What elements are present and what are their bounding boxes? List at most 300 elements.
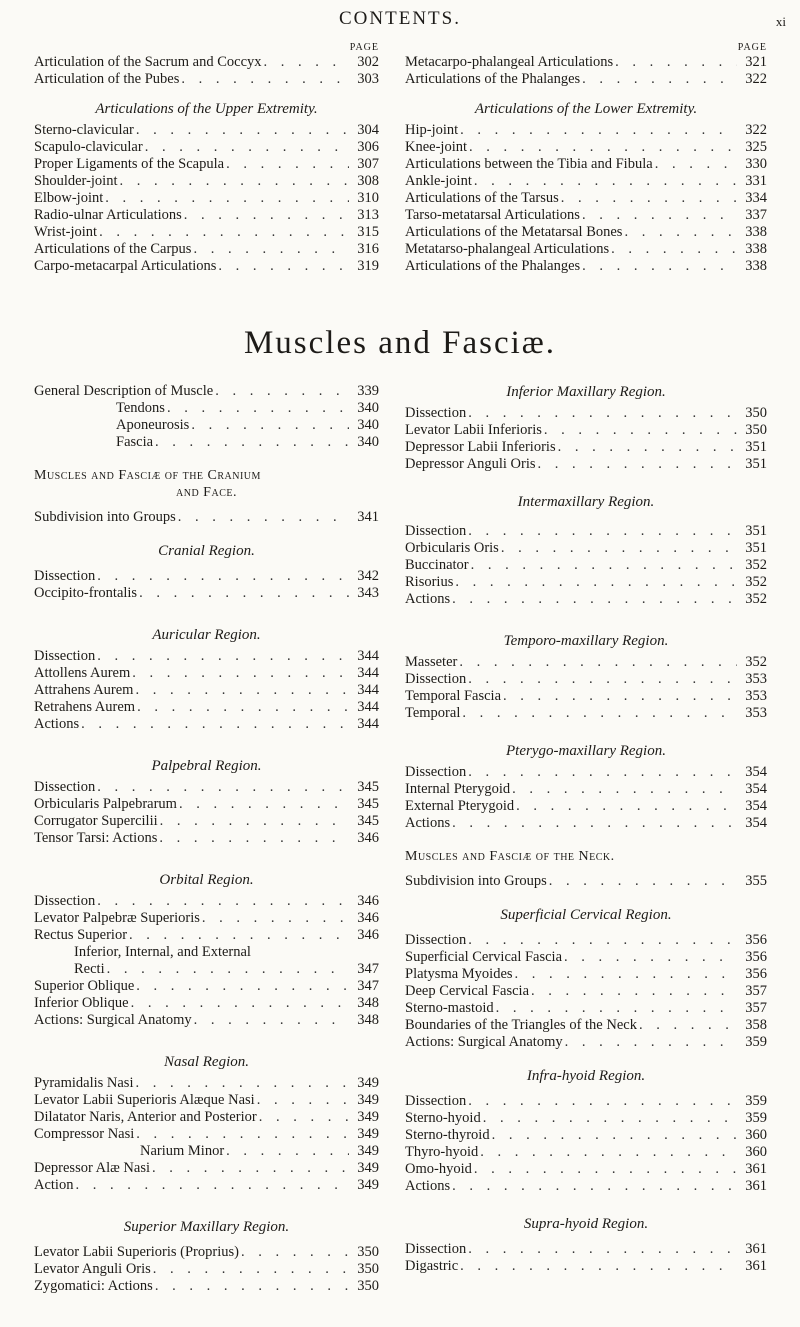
entry-title: Superior Oblique — [34, 978, 135, 994]
dot-leader — [466, 1241, 737, 1258]
toc-entry — [405, 557, 767, 574]
toc-entry — [405, 540, 767, 557]
dot-leader — [165, 400, 349, 417]
toc-entry — [34, 779, 379, 796]
toc-entry — [405, 122, 767, 139]
entry-title: Aponeurosis — [116, 417, 190, 433]
toc-entry — [405, 1110, 767, 1127]
toc-entry — [405, 671, 767, 688]
page-ref: 352 — [745, 654, 767, 670]
entry-title: Depressor Anguli Oris — [405, 456, 536, 472]
entry-title: Hip-joint — [405, 122, 459, 138]
toc-entry — [34, 1109, 379, 1126]
dot-leader — [143, 139, 349, 156]
toc-entry — [34, 648, 379, 665]
toc-entry — [405, 966, 767, 983]
toc-entry — [34, 699, 379, 716]
dot-leader — [95, 779, 349, 796]
entry-title: Wrist-joint — [34, 224, 98, 240]
dot-leader — [117, 173, 349, 190]
dot-leader — [79, 716, 349, 733]
page-ref: 346 — [357, 893, 379, 909]
dot-leader — [457, 654, 737, 671]
dot-leader — [580, 207, 737, 224]
entry-title: Pyramidalis Nasi — [34, 1075, 134, 1091]
toc-entry — [34, 665, 379, 682]
toc-entry — [34, 1075, 379, 1092]
toc-entry — [34, 122, 379, 139]
page-ref: 359 — [745, 1093, 767, 1109]
page-ref: 352 — [745, 557, 767, 573]
entry-title: Risorius — [405, 574, 454, 590]
dot-leader — [95, 648, 349, 665]
page-ref: 337 — [745, 207, 767, 223]
toc-entry — [34, 190, 379, 207]
entry-title: Actions — [405, 815, 451, 831]
region-title: Pterygo-maxillary Region. — [506, 743, 666, 759]
entry-title: Attrahens Aurem — [34, 682, 134, 698]
dot-leader — [478, 1144, 737, 1161]
page-ref: 361 — [745, 1178, 767, 1194]
page-ref: 346 — [357, 830, 379, 846]
entry-title: Articulation of the Sacrum and Coccyx — [34, 54, 262, 70]
page-ref: 346 — [357, 910, 379, 926]
dot-leader — [97, 224, 349, 241]
entry-title: Articulations of the Metatarsal Bones — [405, 224, 623, 240]
page-ref: 322 — [745, 71, 767, 87]
page-ref: 361 — [745, 1241, 767, 1257]
dot-leader — [580, 71, 737, 88]
dot-leader — [257, 1109, 349, 1126]
dot-leader — [255, 1092, 349, 1109]
dot-leader — [481, 1110, 737, 1127]
toc-entry — [34, 1126, 379, 1143]
entry-title: Temporal — [405, 705, 461, 721]
toc-entry — [405, 71, 767, 88]
subheading: Articulations of the Upper Extremity. — [95, 101, 318, 117]
dot-leader — [176, 509, 349, 526]
toc-entry — [405, 654, 767, 671]
entry-title: Attollens Aurem — [34, 665, 131, 681]
dot-leader — [490, 1127, 737, 1144]
entry-title: Dissection — [405, 932, 467, 948]
dot-leader — [563, 1034, 737, 1051]
page-ref: 334 — [745, 190, 767, 206]
toc-entry — [34, 978, 379, 995]
entry-title: Digastric — [405, 1258, 459, 1274]
entry-title: Levator Labii Superioris Alæque Nasi — [34, 1092, 255, 1108]
dot-leader — [542, 422, 737, 439]
region-title: Superior Maxillary Region. — [123, 1219, 290, 1235]
dot-leader — [450, 1178, 737, 1195]
entry-title: Carpo-metacarpal Articulations — [34, 258, 217, 274]
page-ref: 345 — [357, 796, 379, 812]
page-number: xi — [775, 14, 786, 29]
entry-title: Dissection — [405, 1093, 467, 1109]
entry-title: Metatarso-phalangeal Articulations — [405, 241, 610, 257]
dot-leader — [501, 688, 737, 705]
entry-title: Thyro-hyoid — [405, 1144, 479, 1160]
entry-title: Boundaries of the Triangles of the Neck — [405, 1017, 637, 1033]
toc-entry — [34, 1244, 379, 1261]
dot-leader — [510, 781, 737, 798]
page-ref: 340 — [357, 417, 379, 433]
entry-title: Scapulo-clavicular — [34, 139, 143, 155]
entry-title: Platysma Myoides — [405, 966, 513, 982]
page-ref: 348 — [357, 1012, 379, 1028]
entry-title: Levator Labii Superioris (Proprius) — [34, 1244, 239, 1260]
page-ref: 359 — [745, 1110, 767, 1126]
dot-leader — [450, 591, 737, 608]
toc-entry — [34, 173, 379, 190]
toc-entry — [405, 764, 767, 781]
entry-title: Compressor Nasi — [34, 1126, 135, 1142]
region-title: Supra-hyoid Region. — [523, 1216, 649, 1232]
dot-leader — [262, 54, 349, 71]
entry-title: Occipito-frontalis — [34, 585, 138, 601]
page-ref: 349 — [357, 1160, 379, 1176]
page-ref: 330 — [745, 156, 767, 172]
entry-title: Dissection — [34, 779, 96, 795]
subheading: Articulations of the Lower Extremity. — [474, 101, 698, 117]
page-ref: 304 — [357, 122, 379, 138]
page-ref: 360 — [745, 1127, 767, 1143]
dot-leader — [466, 932, 737, 949]
toc-entry — [405, 258, 767, 275]
entry-title: Dilatator Naris, Anterior and Posterior — [34, 1109, 257, 1125]
page-ref: 343 — [357, 585, 379, 601]
toc-entry — [405, 1161, 767, 1178]
toc-entry — [405, 456, 767, 473]
page-ref: 350 — [357, 1261, 379, 1277]
page-ref: 308 — [357, 173, 379, 189]
dot-leader — [580, 258, 737, 275]
page-ref: 319 — [357, 258, 379, 274]
dot-leader — [134, 122, 349, 139]
entry-title: Orbicularis Palpebrarum — [34, 796, 177, 812]
dot-leader — [609, 241, 737, 258]
dot-leader — [95, 568, 349, 585]
page-ref: 351 — [745, 540, 767, 556]
lower-left-column — [34, 383, 379, 1295]
page-ref: 349 — [357, 1126, 379, 1142]
dot-leader — [466, 1093, 737, 1110]
entry-title: Dissection — [34, 893, 96, 909]
page-ref: 349 — [357, 1092, 379, 1108]
page-ref: 307 — [357, 156, 379, 172]
page-ref: 353 — [745, 671, 767, 687]
toc-entry — [34, 1092, 379, 1109]
toc-entry — [405, 873, 767, 890]
entry-title: Zygomatici: Actions — [34, 1278, 153, 1294]
page-ref: 322 — [745, 122, 767, 138]
entry-title: Superficial Cervical Fascia — [405, 949, 563, 965]
entry-title: Fascia — [116, 434, 154, 450]
region-title: Infra-hyoid Region. — [526, 1068, 646, 1084]
entry-title: Dissection — [34, 568, 96, 584]
page-ref: 340 — [357, 400, 379, 416]
page-ref: 340 — [357, 434, 379, 450]
entry-title: Actions — [34, 716, 80, 732]
toc-entry — [405, 688, 767, 705]
dot-leader — [213, 383, 349, 400]
dot-leader — [559, 190, 737, 207]
page-ref: 354 — [745, 764, 767, 780]
toc-entry — [34, 54, 379, 71]
dot-leader — [466, 764, 737, 781]
toc-entry — [34, 383, 379, 400]
toc-entry — [34, 417, 379, 434]
toc-entry — [405, 1093, 767, 1110]
toc-entry — [34, 1177, 379, 1194]
page-ref: 361 — [745, 1161, 767, 1177]
toc-entry — [405, 139, 767, 156]
region-title: Cranial Region. — [158, 543, 255, 559]
entry-title: Sterno-thyroid — [405, 1127, 490, 1143]
toc-entry — [405, 439, 767, 456]
toc-entry — [34, 258, 379, 275]
toc-entry — [405, 591, 767, 608]
entry-title: Dissection — [34, 648, 96, 664]
region-title: Intermaxillary Region. — [517, 494, 655, 510]
running-head: CONTENTS. — [339, 8, 461, 29]
page-ref: 338 — [745, 241, 767, 257]
toc-entry — [405, 1178, 767, 1195]
dot-leader — [494, 1000, 737, 1017]
dot-leader — [239, 1244, 349, 1261]
page-ref: 325 — [745, 139, 767, 155]
page-ref: 350 — [745, 405, 767, 421]
toc-entry — [34, 796, 379, 813]
dot-leader — [137, 585, 349, 602]
page-ref: 353 — [745, 688, 767, 704]
toc-entry — [405, 523, 767, 540]
toc-entry — [34, 434, 379, 451]
entry-title: Levator Palpebræ Superioris — [34, 910, 200, 926]
page-ref: 344 — [357, 648, 379, 664]
dot-leader — [135, 699, 349, 716]
entry-title: Sterno-mastoid — [405, 1000, 494, 1016]
toc-entry — [34, 830, 379, 847]
entry-title: Dissection — [405, 671, 467, 687]
entry-title: Inferior Oblique — [34, 995, 129, 1011]
region-title: Orbital Region. — [159, 872, 254, 888]
page-ref: 341 — [357, 509, 379, 525]
page-ref: 354 — [745, 798, 767, 814]
dot-leader — [453, 574, 737, 591]
entry-title: Actions: Surgical Anatomy — [405, 1034, 563, 1050]
dot-leader — [103, 190, 349, 207]
toc-entry — [34, 1012, 379, 1029]
dot-leader — [499, 540, 737, 557]
toc-entry: Inferior, Internal, and External — [74, 944, 251, 960]
entry-title: Depressor Alæ Nasi — [34, 1160, 150, 1176]
section-heading: Muscles and Fasciæ of the Cranium — [34, 468, 261, 483]
page-ref: 349 — [357, 1109, 379, 1125]
toc-entry — [34, 682, 379, 699]
page-ref: 344 — [357, 665, 379, 681]
page-ref: 352 — [745, 591, 767, 607]
page-ref: 342 — [357, 568, 379, 584]
toc-entry — [405, 1127, 767, 1144]
toc-entry — [34, 156, 379, 173]
entry-title: Recti — [74, 961, 105, 977]
page-ref: 345 — [357, 813, 379, 829]
dot-leader — [622, 224, 737, 241]
entry-title: Action — [34, 1177, 74, 1193]
entry-title: Rectus Superior — [34, 927, 128, 943]
toc-entry — [405, 705, 767, 722]
toc-entry — [405, 574, 767, 591]
dot-leader — [547, 873, 737, 890]
dot-leader — [613, 54, 737, 71]
toc-entry — [405, 798, 767, 815]
entry-title: Subdivision into Groups — [405, 873, 547, 889]
page-label: PAGE — [349, 42, 379, 53]
page-ref: 306 — [357, 139, 379, 155]
toc-entry — [405, 241, 767, 258]
region-title: Temporo-maxillary Region. — [503, 633, 669, 649]
dot-leader — [458, 1258, 737, 1275]
entry-title: Deep Cervical Fascia — [405, 983, 530, 999]
page-ref: 303 — [357, 71, 379, 87]
page-ref: 356 — [745, 932, 767, 948]
entry-title: Sterno-hyoid — [405, 1110, 481, 1126]
dot-leader — [467, 139, 737, 156]
dot-leader — [182, 207, 349, 224]
toc-entry — [405, 224, 767, 241]
top-right-column — [405, 42, 767, 275]
page-ref: 344 — [357, 699, 379, 715]
page-ref: 347 — [357, 978, 379, 994]
page-ref: 310 — [357, 190, 379, 206]
entry-title: Knee-joint — [405, 139, 468, 155]
dot-leader — [513, 966, 737, 983]
entry-title: Subdivision into Groups — [34, 509, 176, 525]
dot-leader — [177, 796, 349, 813]
entry-title: Levator Labii Inferioris — [405, 422, 542, 438]
toc-entry — [34, 139, 379, 156]
entry-title: Articulations between the Tibia and Fibula — [405, 156, 653, 172]
toc-entry — [34, 241, 379, 258]
dot-leader — [653, 156, 737, 173]
dot-leader — [105, 961, 349, 978]
dot-leader — [216, 258, 349, 275]
toc-entry — [34, 509, 379, 526]
entry-title: Dissection — [405, 405, 467, 421]
toc-entry — [405, 156, 767, 173]
toc-entry — [34, 568, 379, 585]
entry-title: Tensor Tarsi: Actions — [34, 830, 158, 846]
entry-title: Narium Minor — [140, 1143, 225, 1159]
dot-leader — [562, 949, 737, 966]
page-ref: 356 — [745, 966, 767, 982]
entry-title: Internal Pterygoid — [405, 781, 511, 797]
entry-title: Omo-hyoid — [405, 1161, 472, 1177]
toc-entry — [405, 207, 767, 224]
toc-entry — [34, 893, 379, 910]
toc-entry — [34, 961, 379, 978]
toc-entry — [405, 1144, 767, 1161]
dot-leader — [224, 1143, 349, 1160]
page-ref: 360 — [745, 1144, 767, 1160]
toc-entry — [34, 927, 379, 944]
toc-entry — [405, 932, 767, 949]
dot-leader — [637, 1017, 737, 1034]
page-ref: 357 — [745, 1000, 767, 1016]
page-ref: 356 — [745, 949, 767, 965]
page-ref: 352 — [745, 574, 767, 590]
page-ref: 361 — [745, 1258, 767, 1274]
page-ref: 321 — [745, 54, 767, 70]
entry-title: Retrahens Aurem — [34, 699, 136, 715]
entry-title: Shoulder-joint — [34, 173, 118, 189]
dot-leader — [556, 439, 737, 456]
region-title: Auricular Region. — [152, 627, 261, 643]
page-ref: 349 — [357, 1143, 379, 1159]
page-ref: 358 — [745, 1017, 767, 1033]
toc-entry — [34, 71, 379, 88]
dot-leader — [529, 983, 737, 1000]
section-title: Muscles and Fasciæ. — [243, 325, 557, 361]
dot-leader — [224, 156, 349, 173]
region-title: Nasal Region. — [164, 1054, 249, 1070]
entry-title: Masseter — [405, 654, 458, 670]
dot-leader — [192, 1012, 349, 1029]
dot-leader — [157, 830, 349, 847]
page-ref: 349 — [357, 1177, 379, 1193]
toc-entry — [405, 1017, 767, 1034]
entry-title: Actions — [405, 1178, 451, 1194]
toc-entry — [405, 1034, 767, 1051]
dot-leader — [472, 1161, 737, 1178]
page-ref: 351 — [745, 523, 767, 539]
page-ref: 345 — [357, 779, 379, 795]
dot-leader — [153, 1278, 349, 1295]
page-ref: 357 — [745, 983, 767, 999]
entry-title: Orbicularis Oris — [405, 540, 499, 556]
entry-title: Depressor Labii Inferioris — [405, 439, 556, 455]
region-title: Superficial Cervical Region. — [500, 907, 672, 923]
entry-title: Metacarpo-phalangeal Articulations — [405, 54, 614, 70]
toc-entry — [34, 400, 379, 417]
toc-entry — [405, 54, 767, 71]
dot-leader — [450, 815, 737, 832]
entry-title: Corrugator Supercilii — [34, 813, 158, 829]
page-ref: 346 — [357, 927, 379, 943]
entry-title: Radio-ulnar Articulations — [34, 207, 182, 223]
dot-leader — [73, 1177, 349, 1194]
dot-leader — [179, 71, 349, 88]
page-ref: 351 — [745, 456, 767, 472]
region-title: Inferior Maxillary Region. — [506, 384, 666, 400]
dot-leader — [536, 456, 738, 473]
section-heading: Muscles and Fasciæ of the Neck. — [405, 849, 615, 864]
entry-title: Levator Anguli Oris — [34, 1261, 151, 1277]
toc-entry — [405, 949, 767, 966]
toc-entry — [405, 781, 767, 798]
page-ref: 353 — [745, 705, 767, 721]
page-ref: 350 — [357, 1278, 379, 1294]
entry-title: External Pterygoid — [405, 798, 515, 814]
toc-entry — [405, 190, 767, 207]
section-heading: and Face. — [176, 485, 237, 500]
dot-leader — [130, 665, 349, 682]
entry-title: Sterno-clavicular — [34, 122, 134, 138]
dot-leader — [191, 241, 349, 258]
page-ref: 331 — [745, 173, 767, 189]
dot-leader — [151, 1261, 349, 1278]
